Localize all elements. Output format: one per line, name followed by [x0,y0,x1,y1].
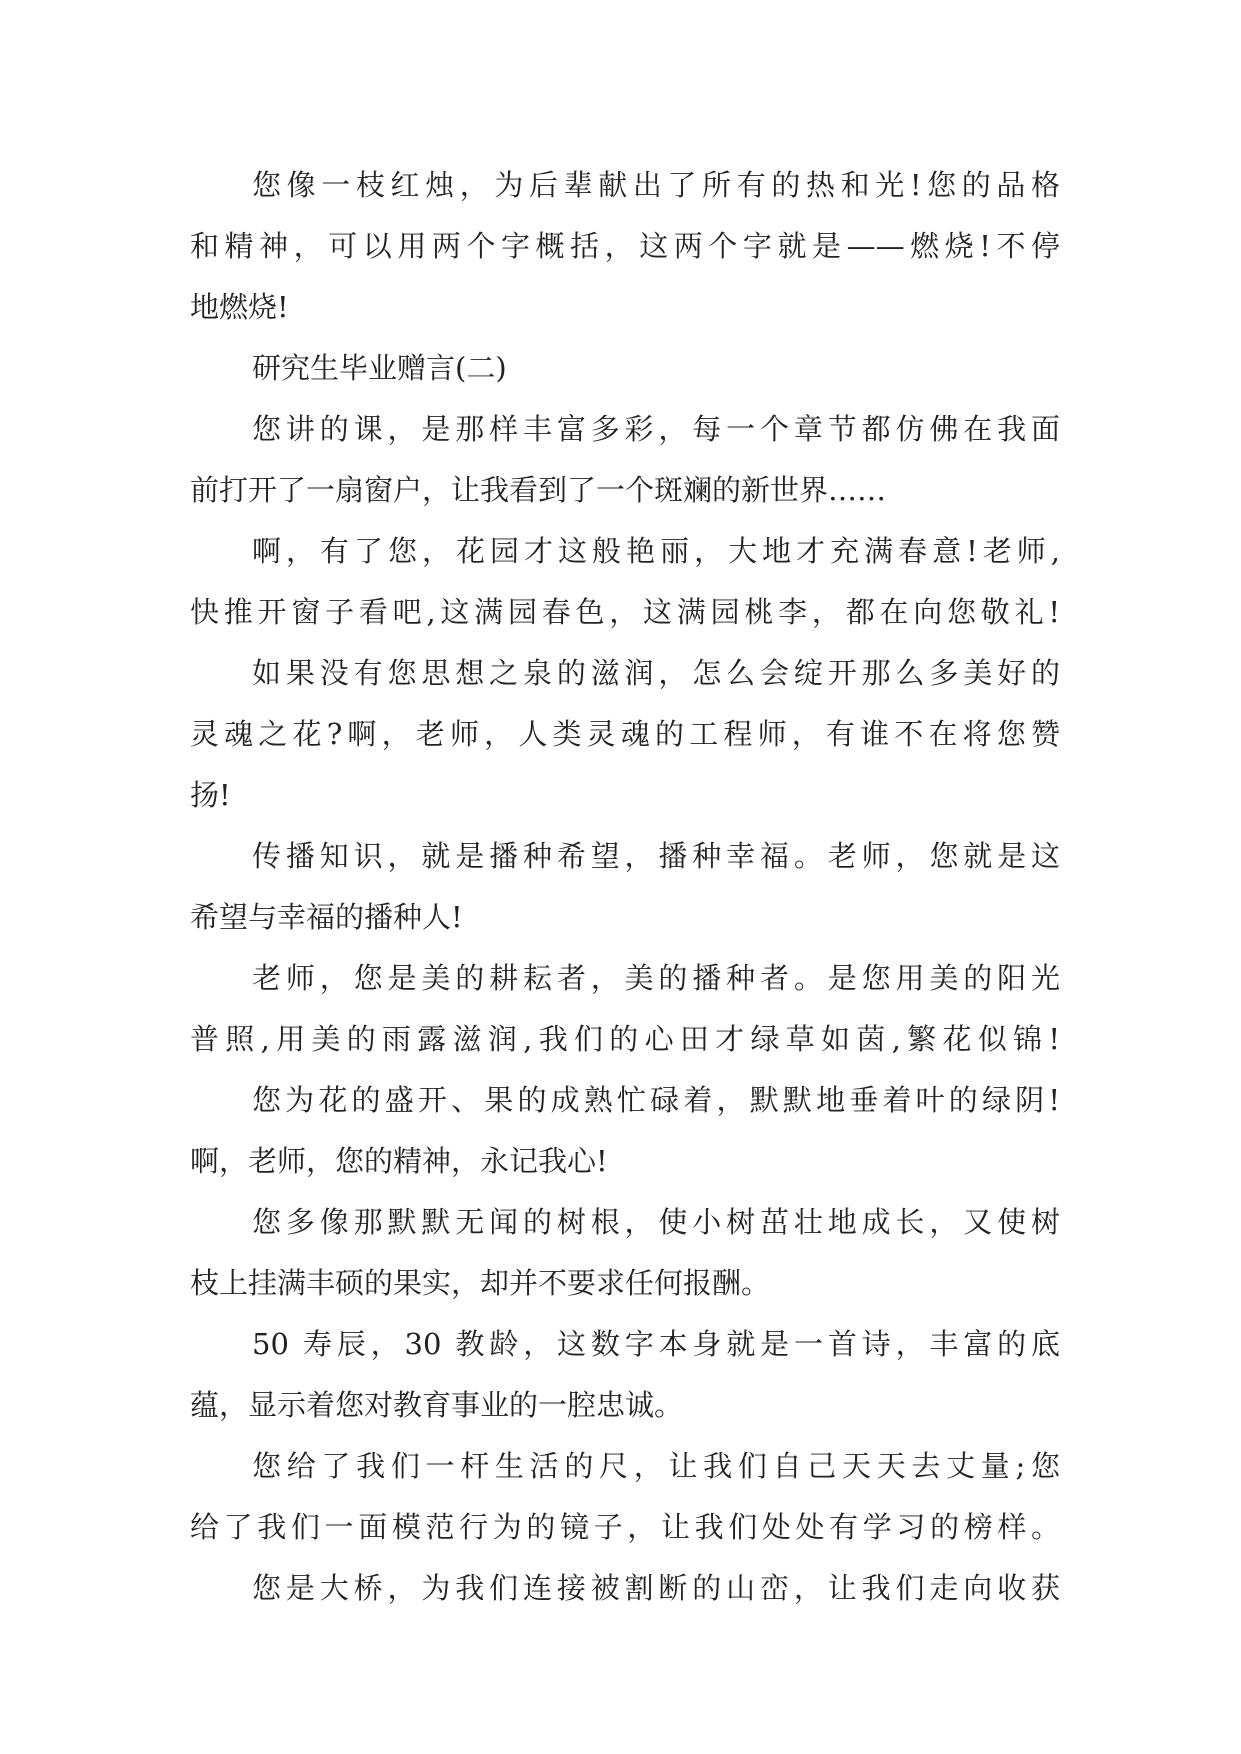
text-line: 您是大桥，为我们连接被割断的山峦，让我们走向收获 [252,1571,1060,1605]
text-line: 您为花的盛开、果的成熟忙碌着，默默地垂着叶的绿阴! [252,1083,1060,1117]
text-line: 您讲的课，是那样丰富多彩，每一个章节都仿佛在我面 [252,412,1060,446]
text-line: 扬! [190,778,231,812]
text-line: 如果没有您思想之泉的滋润，怎么会绽开那么多美好的 [252,656,1060,690]
text-line: 您像一枝红烛，为后辈献出了所有的热和光!您的品格 [252,168,1060,202]
text-line: 蕴，显示着您对教育事业的一腔忠诚。 [190,1388,684,1422]
text-line: 希望与幸福的播种人! [190,900,463,934]
document-body [190,155,1060,1619]
text-line: 啊，老师，您的精神，永记我心! [190,1144,608,1178]
text-line: 您多像那默默无闻的树根，使小树茁壮地成长，又使树 [252,1205,1060,1239]
text-line: 传播知识，就是播种希望，播种幸福。老师，您就是这 [252,839,1060,873]
text-line: 给了我们一面模范行为的镜子，让我们处处有学习的榜样。 [190,1510,1060,1544]
text-line: 灵魂之花?啊，老师，人类灵魂的工程师，有谁不在将您赞 [190,717,1060,751]
text-line: 老师，您是美的耕耘者，美的播种者。是您用美的阳光 [252,961,1060,995]
text-line: 快推开窗子看吧,这满园春色，这满园桃李，都在向您敬礼! [190,595,1060,629]
text-line: 和精神，可以用两个字概括，这两个字就是——燃烧!不停 [190,229,1060,263]
text-line: 枝上挂满丰硕的果实，却并不要求任何报酬。 [190,1266,771,1300]
text-line: 前打开了一扇窗户，让我看到了一个斑斓的新世界…… [190,473,887,507]
text-line: 50 寿辰，30 教龄，这数字本身就是一首诗，丰富的底 [252,1327,1060,1361]
section-heading: 研究生毕业赠言(二) [252,351,507,385]
text-line: 普照,用美的雨露滋润,我们的心田才绿草如茵,繁花似锦! [190,1022,1060,1056]
text-line: 地燃烧! [190,290,289,324]
text-line: 您给了我们一杆生活的尺，让我们自己天天去丈量;您 [252,1449,1060,1483]
text-line: 啊，有了您，花园才这般艳丽，大地才充满春意!老师, [252,534,1060,568]
